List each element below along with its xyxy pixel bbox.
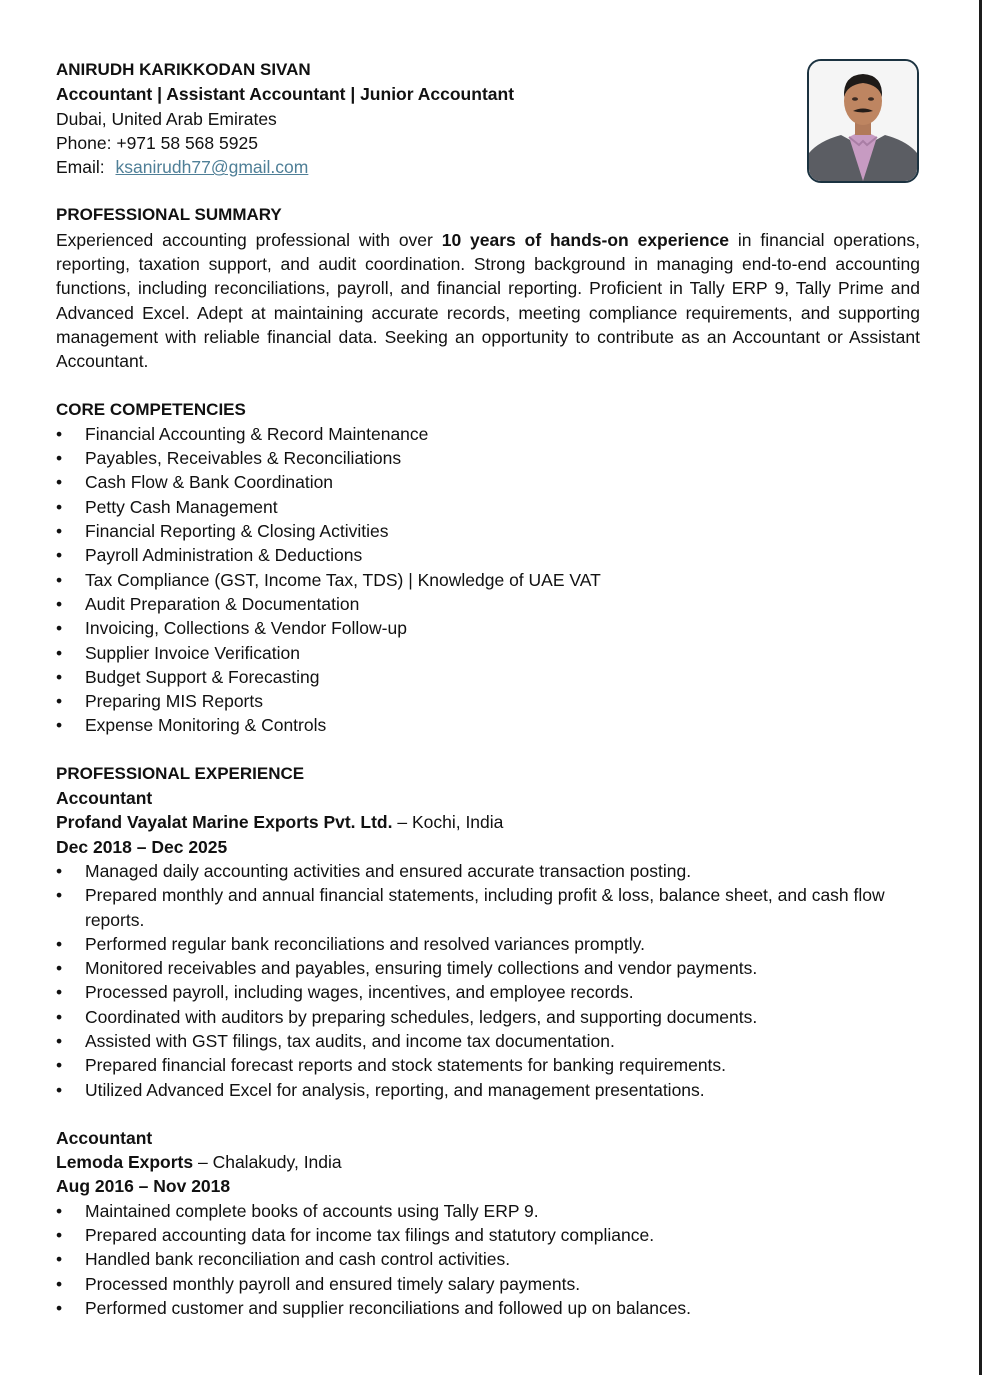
company-location: – Kochi, India	[392, 812, 504, 833]
bullet-icon: •	[56, 448, 63, 469]
responsibility-text: Utilized Advanced Excel for analysis, reporting, and management presentations.	[85, 1079, 705, 1100]
competency-text: Invoicing, Collections & Vendor Follow-up	[85, 618, 407, 639]
section-title: PROFESSIONAL SUMMARY	[56, 205, 282, 225]
bullet-icon: •	[56, 1273, 63, 1294]
job-company-line	[56, 1150, 920, 1174]
job-dates: Aug 2016 – Nov 2018	[56, 1176, 231, 1197]
bullet-icon: •	[56, 666, 63, 687]
responsibility-item	[56, 1078, 920, 1102]
phone-line	[56, 131, 920, 155]
competency-text: Financial Reporting & Closing Activities	[85, 521, 389, 542]
job-entry	[56, 786, 920, 1102]
responsibility-text: Prepared financial forecast reports and stock statements for banking requirements.	[85, 1055, 727, 1076]
competency-text: Petty Cash Management	[85, 496, 278, 517]
responsibility-item	[56, 1296, 920, 1320]
bullet-icon: •	[56, 715, 63, 736]
email-label: Email:	[56, 157, 105, 178]
competency-item	[56, 616, 920, 640]
candidate-location: Dubai, United Arab Emirates	[56, 108, 277, 129]
bullet-icon: •	[56, 496, 63, 517]
responsibility-text: Managed daily accounting activities and ensured accurate transaction posting.	[85, 860, 692, 881]
responsibility-item	[56, 932, 920, 956]
email-line	[56, 155, 920, 179]
bullet-icon: •	[56, 521, 63, 542]
responsibility-item	[56, 1053, 920, 1077]
bullet-icon: •	[56, 860, 63, 881]
company-location: – Chalakudy, India	[193, 1152, 342, 1173]
bullet-icon: •	[56, 691, 63, 712]
responsibility-text: Performed regular bank reconciliations and resolved variances promptly.	[85, 933, 645, 954]
job-dates: Dec 2018 – Dec 2025	[56, 836, 228, 857]
job-title: Accountant	[56, 788, 153, 809]
contact-header	[56, 58, 920, 179]
summary-paragraph	[56, 228, 920, 374]
core-competencies-section	[56, 398, 920, 738]
competency-text: Tax Compliance (GST, Income Tax, TDS) | Knowledge of UAE VAT	[85, 569, 601, 590]
job-title: Accountant	[56, 1127, 153, 1148]
bullet-icon: •	[56, 1006, 63, 1027]
candidate-name: ANIRUDH KARIKKODAN SIVAN	[56, 60, 311, 79]
resume-document	[56, 58, 920, 1320]
job-list	[56, 786, 920, 1320]
responsibility-text: Performed customer and supplier reconciliations and followed up on balances.	[85, 1297, 692, 1318]
competency-item	[56, 568, 920, 592]
job-responsibilities	[56, 1199, 920, 1320]
competency-item	[56, 689, 920, 713]
bullet-icon: •	[56, 885, 63, 906]
job-company-line	[56, 810, 920, 834]
responsibility-text: Coordinated with auditors by preparing schedules, ledgers, and supporting documents.	[85, 1006, 758, 1027]
competency-text: Preparing MIS Reports	[85, 691, 263, 712]
phone-label: Phone:	[56, 132, 112, 153]
competency-item	[56, 470, 920, 494]
bullet-icon: •	[56, 1249, 63, 1270]
bullet-icon: •	[56, 593, 63, 614]
bullet-icon: •	[56, 1225, 63, 1246]
bullet-icon: •	[56, 933, 63, 954]
responsibility-text: Handled bank reconciliation and cash control activities.	[85, 1249, 511, 1270]
bullet-icon: •	[56, 1055, 63, 1076]
competency-text: Expense Monitoring & Controls	[85, 715, 327, 736]
responsibility-text: Prepared monthly and annual financial statements, including profit & loss, balance sheet, and cash flow reports.	[85, 885, 885, 930]
professional-summary-section	[56, 203, 920, 373]
company-name: Profand Vayalat Marine Exports Pvt. Ltd.	[56, 812, 393, 833]
responsibility-item	[56, 1005, 920, 1029]
responsibility-item	[56, 980, 920, 1004]
competency-text: Cash Flow & Bank Coordination	[85, 472, 334, 493]
competency-item	[56, 422, 920, 446]
section-title: CORE COMPETENCIES	[56, 399, 246, 419]
responsibility-text: Maintained complete books of accounts using Tally ERP 9.	[85, 1200, 539, 1221]
responsibility-item	[56, 1199, 920, 1223]
summary-text-end: in financial operations, reporting, taxation support, and audit coordination. Strong background in managing end-to-end accounting functions, including reconciliations, payroll, and financial reporting. Proficient in Tally ERP 9, Tally Prime and Advanced Excel. Adept at maintaining accurate records, meeting compliance requirements, and supporting management with reliable financial data. Seeking an opportunity to contribute as an Accountant or Assistant Accountant.	[56, 229, 921, 372]
responsibility-text: Assisted with GST filings, tax audits, and income tax documentation.	[85, 1030, 615, 1051]
job-entry	[56, 1126, 920, 1320]
bullet-icon: •	[56, 423, 63, 444]
candidate-headline: Accountant | Assistant Accountant | Junior Accountant	[56, 84, 515, 105]
responsibility-item	[56, 1029, 920, 1053]
bullet-icon: •	[56, 618, 63, 639]
competency-text: Budget Support & Forecasting	[85, 666, 320, 687]
responsibility-text: Prepared accounting data for income tax filings and statutory compliance.	[85, 1225, 655, 1246]
email-link[interactable]: ksanirudh77@gmail.com	[115, 157, 309, 178]
competency-item	[56, 446, 920, 470]
competency-item	[56, 519, 920, 543]
bullet-icon: •	[56, 1079, 63, 1100]
responsibility-item	[56, 1247, 920, 1271]
responsibility-text: Processed monthly payroll and ensured timely salary payments.	[85, 1273, 581, 1294]
competency-item	[56, 495, 920, 519]
competency-text: Financial Accounting & Record Maintenance	[85, 423, 429, 444]
competency-item	[56, 713, 920, 737]
bullet-icon: •	[56, 1200, 63, 1221]
competency-item	[56, 543, 920, 567]
bullet-icon: •	[56, 545, 63, 566]
bullet-icon: •	[56, 1297, 63, 1318]
competency-text: Supplier Invoice Verification	[85, 642, 300, 663]
competency-text: Payroll Administration & Deductions	[85, 545, 363, 566]
competency-list	[56, 422, 920, 738]
responsibility-item	[56, 1223, 920, 1247]
section-title: PROFESSIONAL EXPERIENCE	[56, 763, 305, 783]
responsibility-item	[56, 859, 920, 883]
bullet-icon: •	[56, 642, 63, 663]
responsibility-text: Processed payroll, including wages, incentives, and employee records.	[85, 982, 634, 1003]
competency-item	[56, 665, 920, 689]
bullet-icon: •	[56, 569, 63, 590]
competency-item	[56, 641, 920, 665]
summary-text-highlight: 10 years of hands-on experience	[441, 229, 730, 250]
phone-number: +971 58 568 5925	[116, 132, 258, 153]
responsibility-item	[56, 883, 920, 932]
bullet-icon: •	[56, 958, 63, 979]
responsibility-item	[56, 1272, 920, 1296]
competency-item	[56, 592, 920, 616]
competency-text: Payables, Receivables & Reconciliations	[85, 448, 402, 469]
summary-text-start: Experienced accounting professional with over	[56, 229, 442, 250]
bullet-icon: •	[56, 1030, 63, 1051]
bullet-icon: •	[56, 982, 63, 1003]
company-name: Lemoda Exports	[56, 1152, 194, 1173]
job-responsibilities	[56, 859, 920, 1102]
responsibility-item	[56, 956, 920, 980]
professional-experience-section	[56, 762, 920, 1321]
competency-text: Audit Preparation & Documentation	[85, 593, 360, 614]
responsibility-text: Monitored receivables and payables, ensuring timely collections and vendor payments.	[85, 958, 758, 979]
bullet-icon: •	[56, 472, 63, 493]
